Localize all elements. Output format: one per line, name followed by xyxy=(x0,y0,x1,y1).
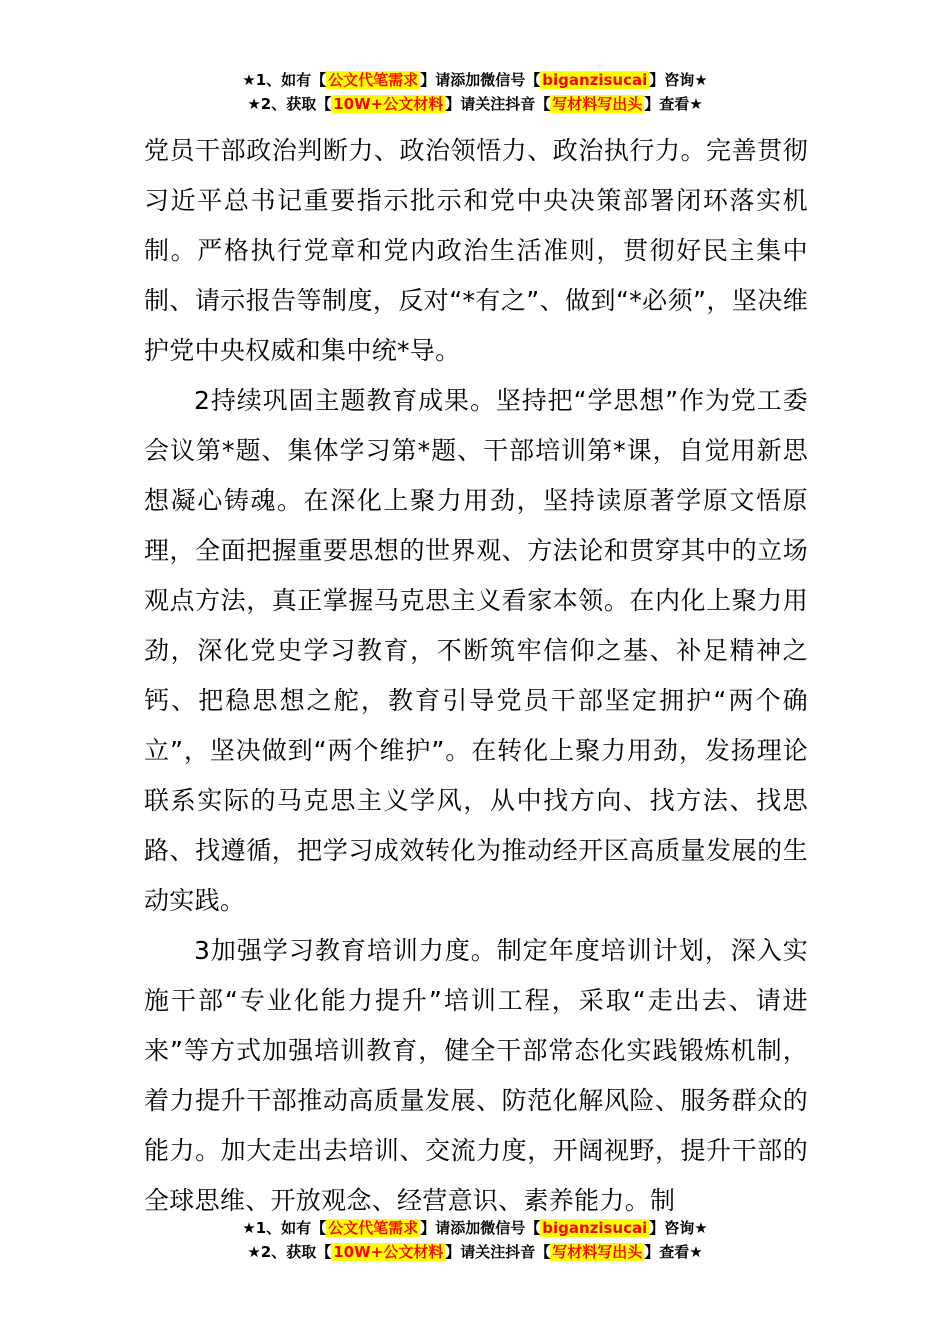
banner-text: 】咨询★ xyxy=(649,71,708,89)
banner-text: 】请添加微信号【 xyxy=(420,71,541,89)
banner-highlight: 公文代笔需求 xyxy=(328,71,419,89)
banner-highlight: 写材料写出头 xyxy=(552,1243,643,1261)
banner-text: ★2、获取【 xyxy=(247,95,332,113)
top-banner xyxy=(0,68,950,116)
banner-text: ★1、如有【 xyxy=(242,1219,327,1237)
banner-highlight: 10W+公文材料 xyxy=(333,1243,444,1261)
banner-text: 】请关注抖音【 xyxy=(445,95,551,113)
banner-text: 】请添加微信号【 xyxy=(420,1219,541,1237)
paragraph: 3加强学习教育培训力度。制定年度培训计划，深入实施干部“专业化能力提升”培训工程，采取“走出去、请进来”等方式加强培训教育，健全干部常态化实践锻炼机制，着力提升干部推动高质量发展、防范化解风险、服务群众的能力。加大走出去培训、交流力度，开阔视野，提升干部的全球思维、开放观念、经营意识、素养能力。制 xyxy=(144,936,808,1215)
banner-text: 】请关注抖音【 xyxy=(445,1243,551,1261)
paragraph: 党员干部政治判断力、政治领悟力、政治执行力。完善贯彻习近平总书记重要指示批示和党中央决策部署闭环落实机制。严格执行党章和党内政治生活准则，贯彻好民主集中制、请示报告等制度，反对“*有之”、做到“*必须”，坚决维护党中央权威和集中统*导。 xyxy=(144,136,808,365)
document-body xyxy=(144,126,808,1226)
banner-text: ★1、如有【 xyxy=(242,71,327,89)
banner-text: 】咨询★ xyxy=(649,1219,708,1237)
paragraph: 2持续巩固主题教育成果。坚持把“学思想”作为党工委会议第*题、集体学习第*题、干部培训第*课，自觉用新思想凝心铸魂。在深化上聚力用劲，坚持读原著学原文悟原理，全面把握重要思想的世界观、方法论和贯穿其中的立场观点方法，真正掌握马克思主义看家本领。在内化上聚力用劲，深化党史学习教育，不断筑牢信仰之基、补足精神之钙、把稳思想之舵，教育引导党员干部坚定拥护“两个确立”，坚决做到“两个维护”。在转化上聚力用劲，发扬理论联系实际的马克思主义学风，从中找方向、找方法、找思路、找遵循，把学习成效转化为推动经开区高质量发展的生动实践。 xyxy=(144,386,808,915)
banner-line-2 xyxy=(0,92,950,116)
banner-text: 】查看★ xyxy=(644,95,703,113)
bottom-banner xyxy=(0,1216,950,1264)
banner-line-1 xyxy=(0,1216,950,1240)
banner-highlight: biganzisucai xyxy=(542,1219,648,1237)
banner-highlight: 10W+公文材料 xyxy=(333,95,444,113)
banner-highlight: 写材料写出头 xyxy=(552,95,643,113)
banner-highlight: 公文代笔需求 xyxy=(328,1219,419,1237)
banner-text: ★2、获取【 xyxy=(247,1243,332,1261)
banner-line-1 xyxy=(0,68,950,92)
banner-line-2 xyxy=(0,1240,950,1264)
banner-text: 】查看★ xyxy=(644,1243,703,1261)
banner-highlight: biganzisucai xyxy=(542,71,648,89)
